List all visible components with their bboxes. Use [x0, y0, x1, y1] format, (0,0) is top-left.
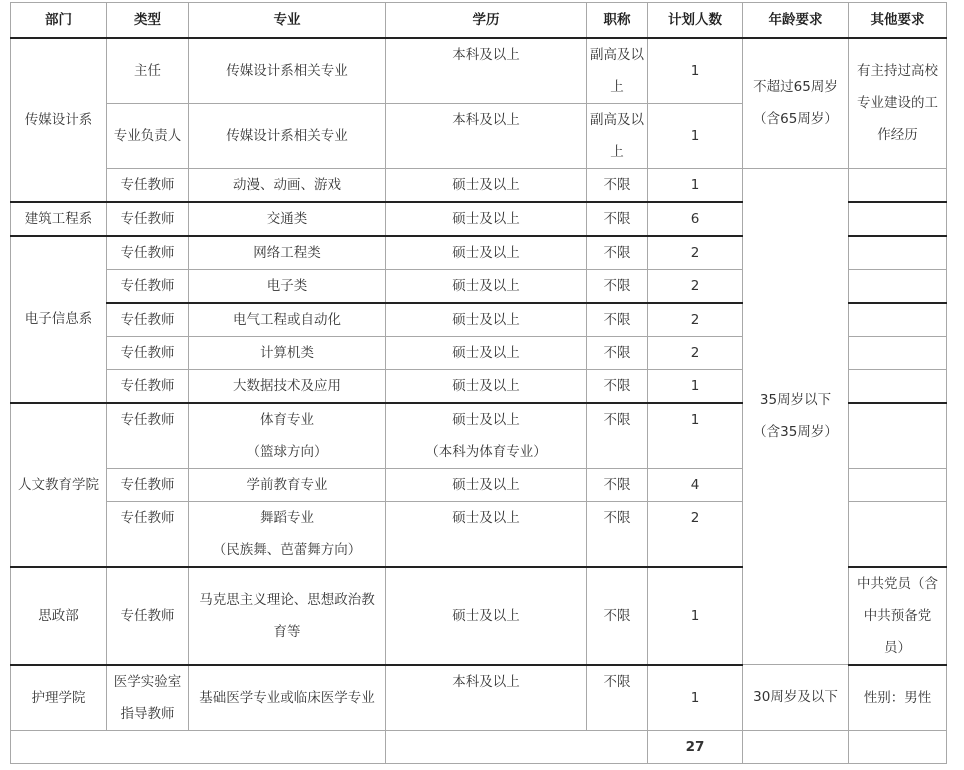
other-cell: [849, 269, 947, 303]
education-cell: 硕士及以上: [386, 202, 587, 236]
type-cell: 专任教师: [107, 501, 189, 567]
count-cell: 1: [648, 103, 743, 168]
title-cell: 不限: [587, 236, 648, 270]
count-cell: 1: [648, 38, 743, 104]
type-cell: 专任教师: [107, 403, 189, 469]
dept-cell: 护理学院: [11, 665, 107, 731]
major-cell: 传媒设计系相关专业: [189, 103, 386, 168]
other-cell: [849, 369, 947, 403]
count-cell: 4: [648, 468, 743, 501]
major-cell: 网络工程类: [189, 236, 386, 270]
dept-cell: 传媒设计系: [11, 38, 107, 202]
dept-cell: 建筑工程系: [11, 202, 107, 236]
table-row: [11, 38, 947, 104]
type-cell: 专任教师: [107, 303, 189, 337]
major-cell: 动漫、动画、游戏: [189, 168, 386, 202]
other-cell: [849, 202, 947, 236]
type-cell: 专任教师: [107, 336, 189, 369]
age-cell: 35周岁以下 （含35周岁）: [743, 168, 849, 665]
education-cell: 硕士及以上: [386, 303, 587, 337]
type-cell: 专任教师: [107, 168, 189, 202]
title-cell: 不限: [587, 168, 648, 202]
title-cell: 不限: [587, 369, 648, 403]
title-cell: 副高及以 上: [587, 103, 648, 168]
total-blank-cell: [743, 730, 849, 763]
title-cell: 副高及以 上: [587, 38, 648, 104]
count-cell: 1: [648, 403, 743, 469]
education-cell: 硕士及以上: [386, 168, 587, 202]
major-cell: 大数据技术及应用: [189, 369, 386, 403]
education-cell: 硕士及以上: [386, 369, 587, 403]
title-cell: 不限: [587, 269, 648, 303]
type-cell: 专任教师: [107, 567, 189, 665]
major-cell: 电气工程或自动化: [189, 303, 386, 337]
count-cell: 1: [648, 665, 743, 731]
table-row: [11, 665, 947, 731]
header-education: 学历: [386, 3, 587, 38]
total-count-cell: 27: [648, 730, 743, 763]
title-cell: 不限: [587, 468, 648, 501]
education-cell: 本科及以上: [386, 38, 587, 104]
other-cell: [849, 403, 947, 469]
title-cell: 不限: [587, 202, 648, 236]
age-cell: 30周岁及以下: [743, 665, 849, 731]
major-cell: 基础医学专业或临床医学专业: [189, 665, 386, 731]
count-cell: 1: [648, 369, 743, 403]
other-cell: [849, 303, 947, 337]
table-row: [11, 168, 947, 202]
count-cell: 2: [648, 501, 743, 567]
other-cell: 有主持过高校 专业建设的工 作经历: [849, 38, 947, 169]
dept-cell: 电子信息系: [11, 236, 107, 403]
other-cell: [849, 168, 947, 202]
major-cell: 学前教育专业: [189, 468, 386, 501]
education-cell: 硕士及以上: [386, 501, 587, 567]
type-cell: 医学实验室 指导教师: [107, 665, 189, 731]
major-cell: 电子类: [189, 269, 386, 303]
count-cell: 2: [648, 303, 743, 337]
header-other: 其他要求: [849, 3, 947, 38]
total-blank-cell: [849, 730, 947, 763]
dept-cell: 思政部: [11, 567, 107, 665]
header-dept: 部门: [11, 3, 107, 38]
header-major: 专业: [189, 3, 386, 38]
education-cell: 本科及以上: [386, 665, 587, 731]
other-cell: [849, 501, 947, 567]
major-cell: 计算机类: [189, 336, 386, 369]
other-cell: [849, 468, 947, 501]
title-cell: 不限: [587, 567, 648, 665]
count-cell: 1: [648, 168, 743, 202]
type-cell: 专任教师: [107, 468, 189, 501]
title-cell: 不限: [587, 303, 648, 337]
count-cell: 6: [648, 202, 743, 236]
header-row: [11, 3, 947, 38]
major-cell: 传媒设计系相关专业: [189, 38, 386, 104]
count-cell: 2: [648, 269, 743, 303]
title-cell: 不限: [587, 501, 648, 567]
header-count: 计划人数: [648, 3, 743, 38]
major-cell: 马克思主义理论、思想政治教 育等: [189, 567, 386, 665]
total-blank-cell: [11, 730, 386, 763]
education-cell: 硕士及以上: [386, 468, 587, 501]
type-cell: 专任教师: [107, 236, 189, 270]
type-cell: 专业负责人: [107, 103, 189, 168]
other-cell: [849, 336, 947, 369]
major-cell: 体育专业 （篮球方向）: [189, 403, 386, 469]
type-cell: 专任教师: [107, 369, 189, 403]
education-cell: 硕士及以上: [386, 269, 587, 303]
count-cell: 2: [648, 336, 743, 369]
education-cell: 硕士及以上: [386, 336, 587, 369]
type-cell: 主任: [107, 38, 189, 104]
title-cell: 不限: [587, 665, 648, 731]
education-cell: 硕士及以上: [386, 236, 587, 270]
total-row: [11, 730, 947, 763]
title-cell: 不限: [587, 403, 648, 469]
type-cell: 专任教师: [107, 202, 189, 236]
other-cell: 性别：男性: [849, 665, 947, 731]
total-blank-cell: [386, 730, 648, 763]
other-cell: 中共党员（含 中共预备党 员）: [849, 567, 947, 665]
education-cell: 本科及以上: [386, 103, 587, 168]
header-title: 职称: [587, 3, 648, 38]
count-cell: 1: [648, 567, 743, 665]
dept-cell: 人文教育学院: [11, 403, 107, 567]
education-cell: 硕士及以上: [386, 567, 587, 665]
age-cell: 不超过65周岁 （含65周岁）: [743, 38, 849, 169]
count-cell: 2: [648, 236, 743, 270]
major-cell: 交通类: [189, 202, 386, 236]
recruitment-table: [10, 2, 947, 764]
header-type: 类型: [107, 3, 189, 38]
type-cell: 专任教师: [107, 269, 189, 303]
header-age: 年龄要求: [743, 3, 849, 38]
major-cell: 舞蹈专业 （民族舞、芭蕾舞方向）: [189, 501, 386, 567]
title-cell: 不限: [587, 336, 648, 369]
other-cell: [849, 236, 947, 270]
education-cell: 硕士及以上 （本科为体育专业）: [386, 403, 587, 469]
